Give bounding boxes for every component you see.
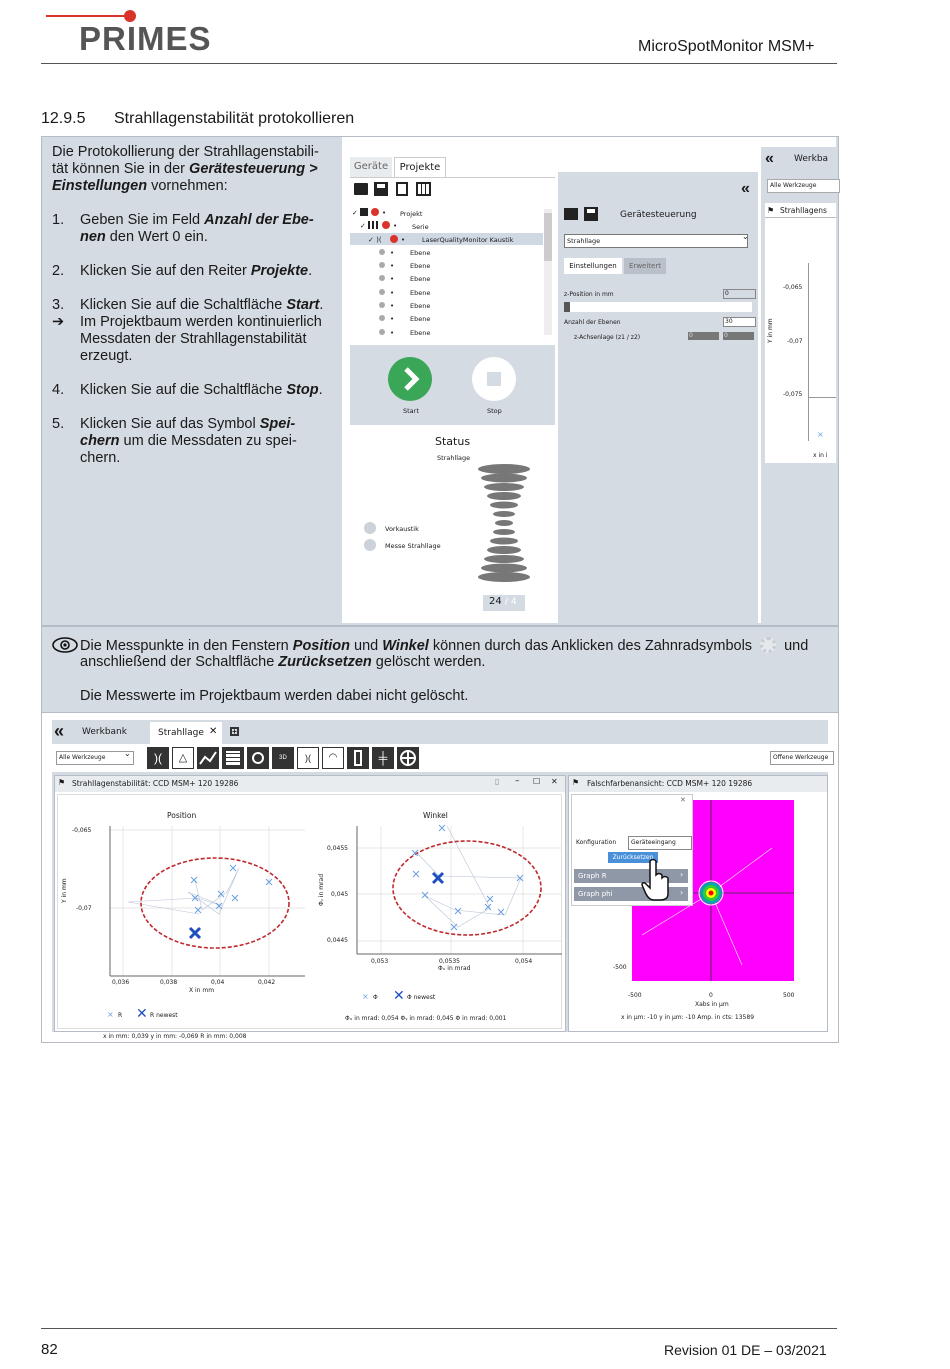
flag-icon: ⚑ bbox=[58, 778, 66, 787]
false-color-panel bbox=[568, 775, 828, 1032]
footer-rule bbox=[41, 1328, 837, 1329]
x-tick: 0,04 bbox=[211, 979, 225, 986]
svg-text:✓: ✓ bbox=[352, 209, 358, 217]
3d-tool-icon[interactable]: 3D bbox=[272, 747, 294, 769]
section-number: 12.9.5 bbox=[41, 110, 86, 127]
crosshair-tool-icon[interactable] bbox=[397, 747, 419, 769]
screenshot-2 bbox=[52, 720, 829, 1040]
chevron-down-icon: ⌄ bbox=[742, 232, 749, 241]
svg-text:✓: ✓ bbox=[360, 222, 366, 230]
tree-item-ebene[interactable]: Ebene bbox=[410, 329, 431, 337]
minimize-icon[interactable]: – bbox=[515, 776, 520, 786]
x-tick: -500 bbox=[628, 992, 642, 999]
x-tick: 0,036 bbox=[112, 979, 130, 986]
start-button[interactable] bbox=[388, 357, 432, 401]
eye-icon bbox=[52, 637, 78, 653]
x-tick: 0,053 bbox=[371, 958, 389, 965]
folder-icon[interactable] bbox=[354, 183, 368, 195]
screenshot-1 bbox=[342, 137, 836, 623]
chart-title: Strahllagens bbox=[780, 206, 827, 215]
position-stats: x in mm: 0,039 y in mm: -0,069 R in mm: 0,008 bbox=[103, 1033, 247, 1040]
svg-text:•: • bbox=[390, 249, 395, 257]
zachs-field-2[interactable]: 0 bbox=[723, 332, 754, 340]
y-tick: -0,065 bbox=[783, 284, 803, 291]
tab-geraete[interactable]: Geräte bbox=[350, 157, 392, 177]
y-tick: 0,0455 bbox=[327, 845, 348, 852]
note-line-2: anschließend der Schaltfläche Zurücksetzen gelöscht werden. bbox=[80, 654, 486, 670]
legend-marker: × bbox=[362, 992, 369, 1001]
position-title: Position bbox=[167, 811, 197, 820]
chevron-right-icon: › bbox=[680, 870, 684, 879]
note-line-1: Die Messpunkte in den Fenstern Position und Winkel können durch das Anklicken des Zahnradsymbols und bbox=[80, 638, 809, 654]
x-axis-label: x in i bbox=[813, 452, 828, 459]
table-icon[interactable] bbox=[416, 182, 431, 196]
svg-text:✓ )(: ✓ )( bbox=[368, 236, 382, 244]
svg-text:•: • bbox=[390, 302, 395, 310]
result-arrow-icon: ➔ bbox=[52, 314, 65, 330]
x-axis-label: Φₓ in mrad bbox=[438, 965, 471, 972]
x-tick: 500 bbox=[783, 992, 795, 999]
start-label: Start bbox=[403, 407, 419, 415]
svg-text:•: • bbox=[390, 315, 395, 323]
tab-werkbank[interactable]: Werkbank bbox=[82, 727, 127, 737]
stop-label: Stop bbox=[487, 407, 502, 415]
x-tick: 0,038 bbox=[160, 979, 178, 986]
y-tick: -0,07 bbox=[787, 338, 803, 345]
zpos-slider[interactable] bbox=[564, 302, 752, 312]
y-axis-line bbox=[808, 263, 809, 441]
svg-text:•: • bbox=[390, 289, 395, 297]
data-point: × bbox=[817, 430, 824, 439]
step-1: 1. Geben Sie im Feld Anzahl der Ebe- nen den Wert 0 ein. bbox=[52, 212, 314, 245]
save-icon[interactable] bbox=[584, 207, 598, 221]
svg-text:•: • bbox=[390, 262, 395, 270]
project-tree bbox=[350, 205, 555, 345]
config-select[interactable]: Geräteeingang bbox=[628, 836, 692, 850]
anzahl-field[interactable]: 30 bbox=[723, 317, 756, 327]
y-tick: -0,07 bbox=[76, 905, 92, 912]
flag-icon: ⚑ bbox=[572, 778, 580, 787]
title-rule bbox=[765, 217, 836, 218]
folder-icon[interactable] bbox=[564, 208, 578, 220]
tree-item-projekt[interactable]: Projekt bbox=[400, 210, 423, 218]
note-line-3: Die Messwerte im Projektbaum werden dabei nicht gelöscht. bbox=[80, 688, 469, 704]
x-tick: 0,0535 bbox=[439, 958, 460, 965]
open-tools-select[interactable]: Offene Werkzeuge bbox=[770, 751, 834, 765]
gear-icon bbox=[760, 637, 776, 653]
x-tick: 0,054 bbox=[515, 958, 533, 965]
tree-item-ebene[interactable]: Ebene bbox=[410, 249, 431, 257]
status-title: Status bbox=[435, 435, 471, 448]
false-color-panel-title: Falschfarbenansicht: CCD MSM+ 120 19286 bbox=[587, 779, 753, 788]
flag-icon: ⚑ bbox=[767, 206, 775, 215]
messe-indicator bbox=[364, 539, 376, 551]
reset-button[interactable]: Zurücksetzen bbox=[608, 852, 658, 863]
legend-r: R bbox=[118, 1012, 123, 1019]
device-control-title: Gerätesteuerung bbox=[620, 210, 697, 220]
legend-marker-newest: ✕ bbox=[136, 1006, 148, 1022]
step-3: 3. Klicken Sie auf die Schaltfläche Start. bbox=[52, 297, 324, 313]
align-tool-icon[interactable]: ╪ bbox=[372, 747, 394, 769]
shape-tool-icon[interactable]: △ bbox=[172, 747, 194, 769]
y-axis-label: Φᵧ in mrad bbox=[318, 873, 325, 906]
page-number: 82 bbox=[41, 1341, 58, 1358]
logo: PRIMES bbox=[79, 20, 212, 57]
svg-text:•: • bbox=[390, 275, 395, 283]
svg-text:•: • bbox=[390, 329, 395, 337]
line-chart-tool-icon[interactable] bbox=[197, 747, 219, 769]
gauge-tool-icon[interactable]: ◠ bbox=[322, 747, 344, 769]
header-rule bbox=[41, 63, 837, 64]
tree-item-ebene[interactable]: Ebene bbox=[410, 275, 431, 283]
tree-item-ebene[interactable]: Ebene bbox=[410, 289, 431, 297]
graph-phi-menu-item[interactable]: Graph phi bbox=[574, 887, 688, 901]
tab-projekte[interactable]: Projekte bbox=[394, 157, 446, 178]
zpos-field[interactable]: 0 bbox=[723, 289, 756, 299]
y-axis-label: Y in mm bbox=[767, 318, 774, 343]
legend-phi-newest: Φ newest bbox=[407, 994, 436, 1001]
collapse-icon[interactable]: « bbox=[741, 180, 750, 197]
caustic-tool-icon[interactable]: )( bbox=[147, 747, 169, 769]
tab-strahllage[interactable]: Strahllage ✕ bbox=[150, 722, 222, 744]
false-color-stats: x in µm: -10 y in µm: -10 Amp. in cts: 13589 bbox=[621, 1014, 755, 1021]
messe-label: Messe Strahllage bbox=[385, 542, 441, 550]
vorkaustik-indicator bbox=[364, 522, 376, 534]
counter-value: 24 bbox=[489, 596, 502, 607]
tool-select[interactable]: Alle Werkzeuge bbox=[56, 751, 134, 765]
step-3-result: ➔ Im Projektbaum werden kontinuierlich Messdaten der Strahllagenstabilität erzeugt. bbox=[52, 314, 322, 364]
y-tick: 0,0445 bbox=[327, 937, 348, 944]
status-subtitle: Strahllage bbox=[437, 454, 471, 462]
x-axis-line bbox=[808, 397, 836, 398]
legend-marker: × bbox=[107, 1010, 114, 1019]
control-area bbox=[350, 345, 555, 425]
step-5: 5. Klicken Sie auf das Symbol Spei- chern um die Messdaten zu spei- chern. bbox=[52, 416, 297, 466]
tree-item-ebene[interactable]: Ebene bbox=[410, 262, 431, 270]
tab-einstellungen[interactable]: Einstellungen bbox=[564, 258, 622, 274]
intro-line-1: Die Protokollierung der Strahllagenstabili- bbox=[52, 144, 319, 160]
page-header bbox=[0, 0, 950, 70]
close-icon[interactable]: ✕ bbox=[551, 777, 558, 786]
intro-line-2: tät können Sie in der Gerätesteuerung > bbox=[52, 161, 318, 177]
svg-text:•: • bbox=[393, 222, 398, 230]
chevron-right-icon: › bbox=[680, 888, 684, 897]
step-2: 2. Klicken Sie auf den Reiter Projekte. bbox=[52, 263, 313, 279]
vorkaustik-label: Vorkaustik bbox=[385, 525, 419, 533]
intro-line-3: Einstellungen vornehmen: bbox=[52, 178, 228, 194]
document-icon[interactable] bbox=[396, 182, 408, 196]
counter-total: / 4 bbox=[505, 597, 517, 607]
collapse-icon[interactable]: « bbox=[54, 721, 65, 741]
y-tick: -0,065 bbox=[72, 827, 92, 834]
y-tick: -500 bbox=[613, 964, 627, 971]
legend-r-newest: R newest bbox=[150, 1012, 178, 1019]
collapse-icon[interactable]: « bbox=[765, 150, 774, 167]
add-tab-icon[interactable]: + bbox=[230, 727, 239, 736]
logo-red-line bbox=[46, 15, 124, 17]
y-tick: -0,075 bbox=[783, 391, 803, 398]
step-4: 4. Klicken Sie auf die Schaltfläche Stop. bbox=[52, 382, 323, 398]
tool-select[interactable]: Alle Werkzeuge bbox=[767, 179, 840, 193]
lock-icon[interactable]: ▯ bbox=[495, 777, 500, 786]
hand-cursor-icon bbox=[641, 858, 671, 900]
stability-panel-title: Strahllagenstabilität: CCD MSM+ 120 19286 bbox=[72, 779, 239, 788]
x-tick: 0,042 bbox=[258, 979, 276, 986]
project-panel bbox=[350, 155, 555, 623]
save-icon[interactable] bbox=[374, 182, 388, 196]
caustic-3d-tool-icon[interactable]: )( bbox=[297, 747, 319, 769]
x-axis-label: Xabs in µm bbox=[695, 1001, 729, 1008]
y-axis-label: Y in mm bbox=[61, 878, 68, 903]
settings-popup bbox=[571, 794, 693, 906]
stability-panel bbox=[54, 775, 566, 1040]
x-axis-label: X in mm bbox=[189, 987, 215, 994]
x-tick: 0 bbox=[709, 992, 713, 999]
tab-erweitert[interactable]: Erweitert bbox=[624, 258, 666, 274]
legend-phi: Φ bbox=[373, 994, 378, 1001]
device-control-panel bbox=[558, 172, 758, 623]
section-title: Strahllagenstabilität protokollieren bbox=[114, 110, 355, 127]
graph-r-menu-item[interactable]: Graph R bbox=[574, 869, 688, 883]
chevron-down-icon: ⌄ bbox=[124, 749, 131, 758]
revision: Revision 01 DE – 03/2021 bbox=[664, 1342, 827, 1358]
zpos-label: z-Position in mm bbox=[564, 291, 614, 298]
legend-marker-newest: ✕ bbox=[393, 988, 405, 1004]
tree-item-serie[interactable]: Serie bbox=[412, 223, 429, 231]
zachs-label: z-Achsenlage (z1 / z2) bbox=[574, 334, 641, 341]
svg-text:•: • bbox=[401, 236, 406, 244]
close-icon[interactable]: ✕ bbox=[680, 796, 686, 804]
mode-select[interactable]: Strahllage bbox=[564, 234, 748, 248]
anzahl-label: Anzahl der Ebenen bbox=[564, 319, 621, 326]
svg-text:•: • bbox=[382, 209, 387, 217]
maximize-icon[interactable]: ☐ bbox=[533, 777, 541, 786]
chart-area bbox=[765, 203, 836, 463]
stop-button[interactable] bbox=[472, 357, 516, 401]
device-tool-icon[interactable] bbox=[347, 747, 369, 769]
tab-bar-rule bbox=[350, 177, 555, 178]
tree-item-ebene[interactable]: Ebene bbox=[410, 315, 431, 323]
product-name: MicroSpotMonitor MSM+ bbox=[638, 38, 815, 55]
tree-item-ebene[interactable]: Ebene bbox=[410, 302, 431, 310]
workbench-panel bbox=[761, 147, 836, 623]
y-tick: 0,045 bbox=[331, 891, 349, 898]
zachs-field-1[interactable]: 0 bbox=[688, 332, 719, 340]
angle-stats: Φₓ in mrad: 0,054 Φᵧ in mrad: 0,045 Φ in mrad: 0,001 bbox=[345, 1015, 507, 1022]
table-tool-icon[interactable] bbox=[222, 747, 244, 769]
caustic-stack-icon bbox=[474, 463, 534, 585]
angle-title: Winkel bbox=[423, 811, 448, 820]
beam-tool-icon[interactable] bbox=[247, 747, 269, 769]
close-icon[interactable]: ✕ bbox=[209, 726, 218, 737]
instruction-text bbox=[52, 144, 337, 467]
tree-item-kaustik[interactable]: LaserQualityMonitor Kaustik bbox=[422, 236, 514, 244]
position-plot bbox=[65, 808, 310, 1028]
config-label: Konfiguration bbox=[576, 839, 617, 846]
workbench-title: Werkba bbox=[794, 154, 829, 164]
